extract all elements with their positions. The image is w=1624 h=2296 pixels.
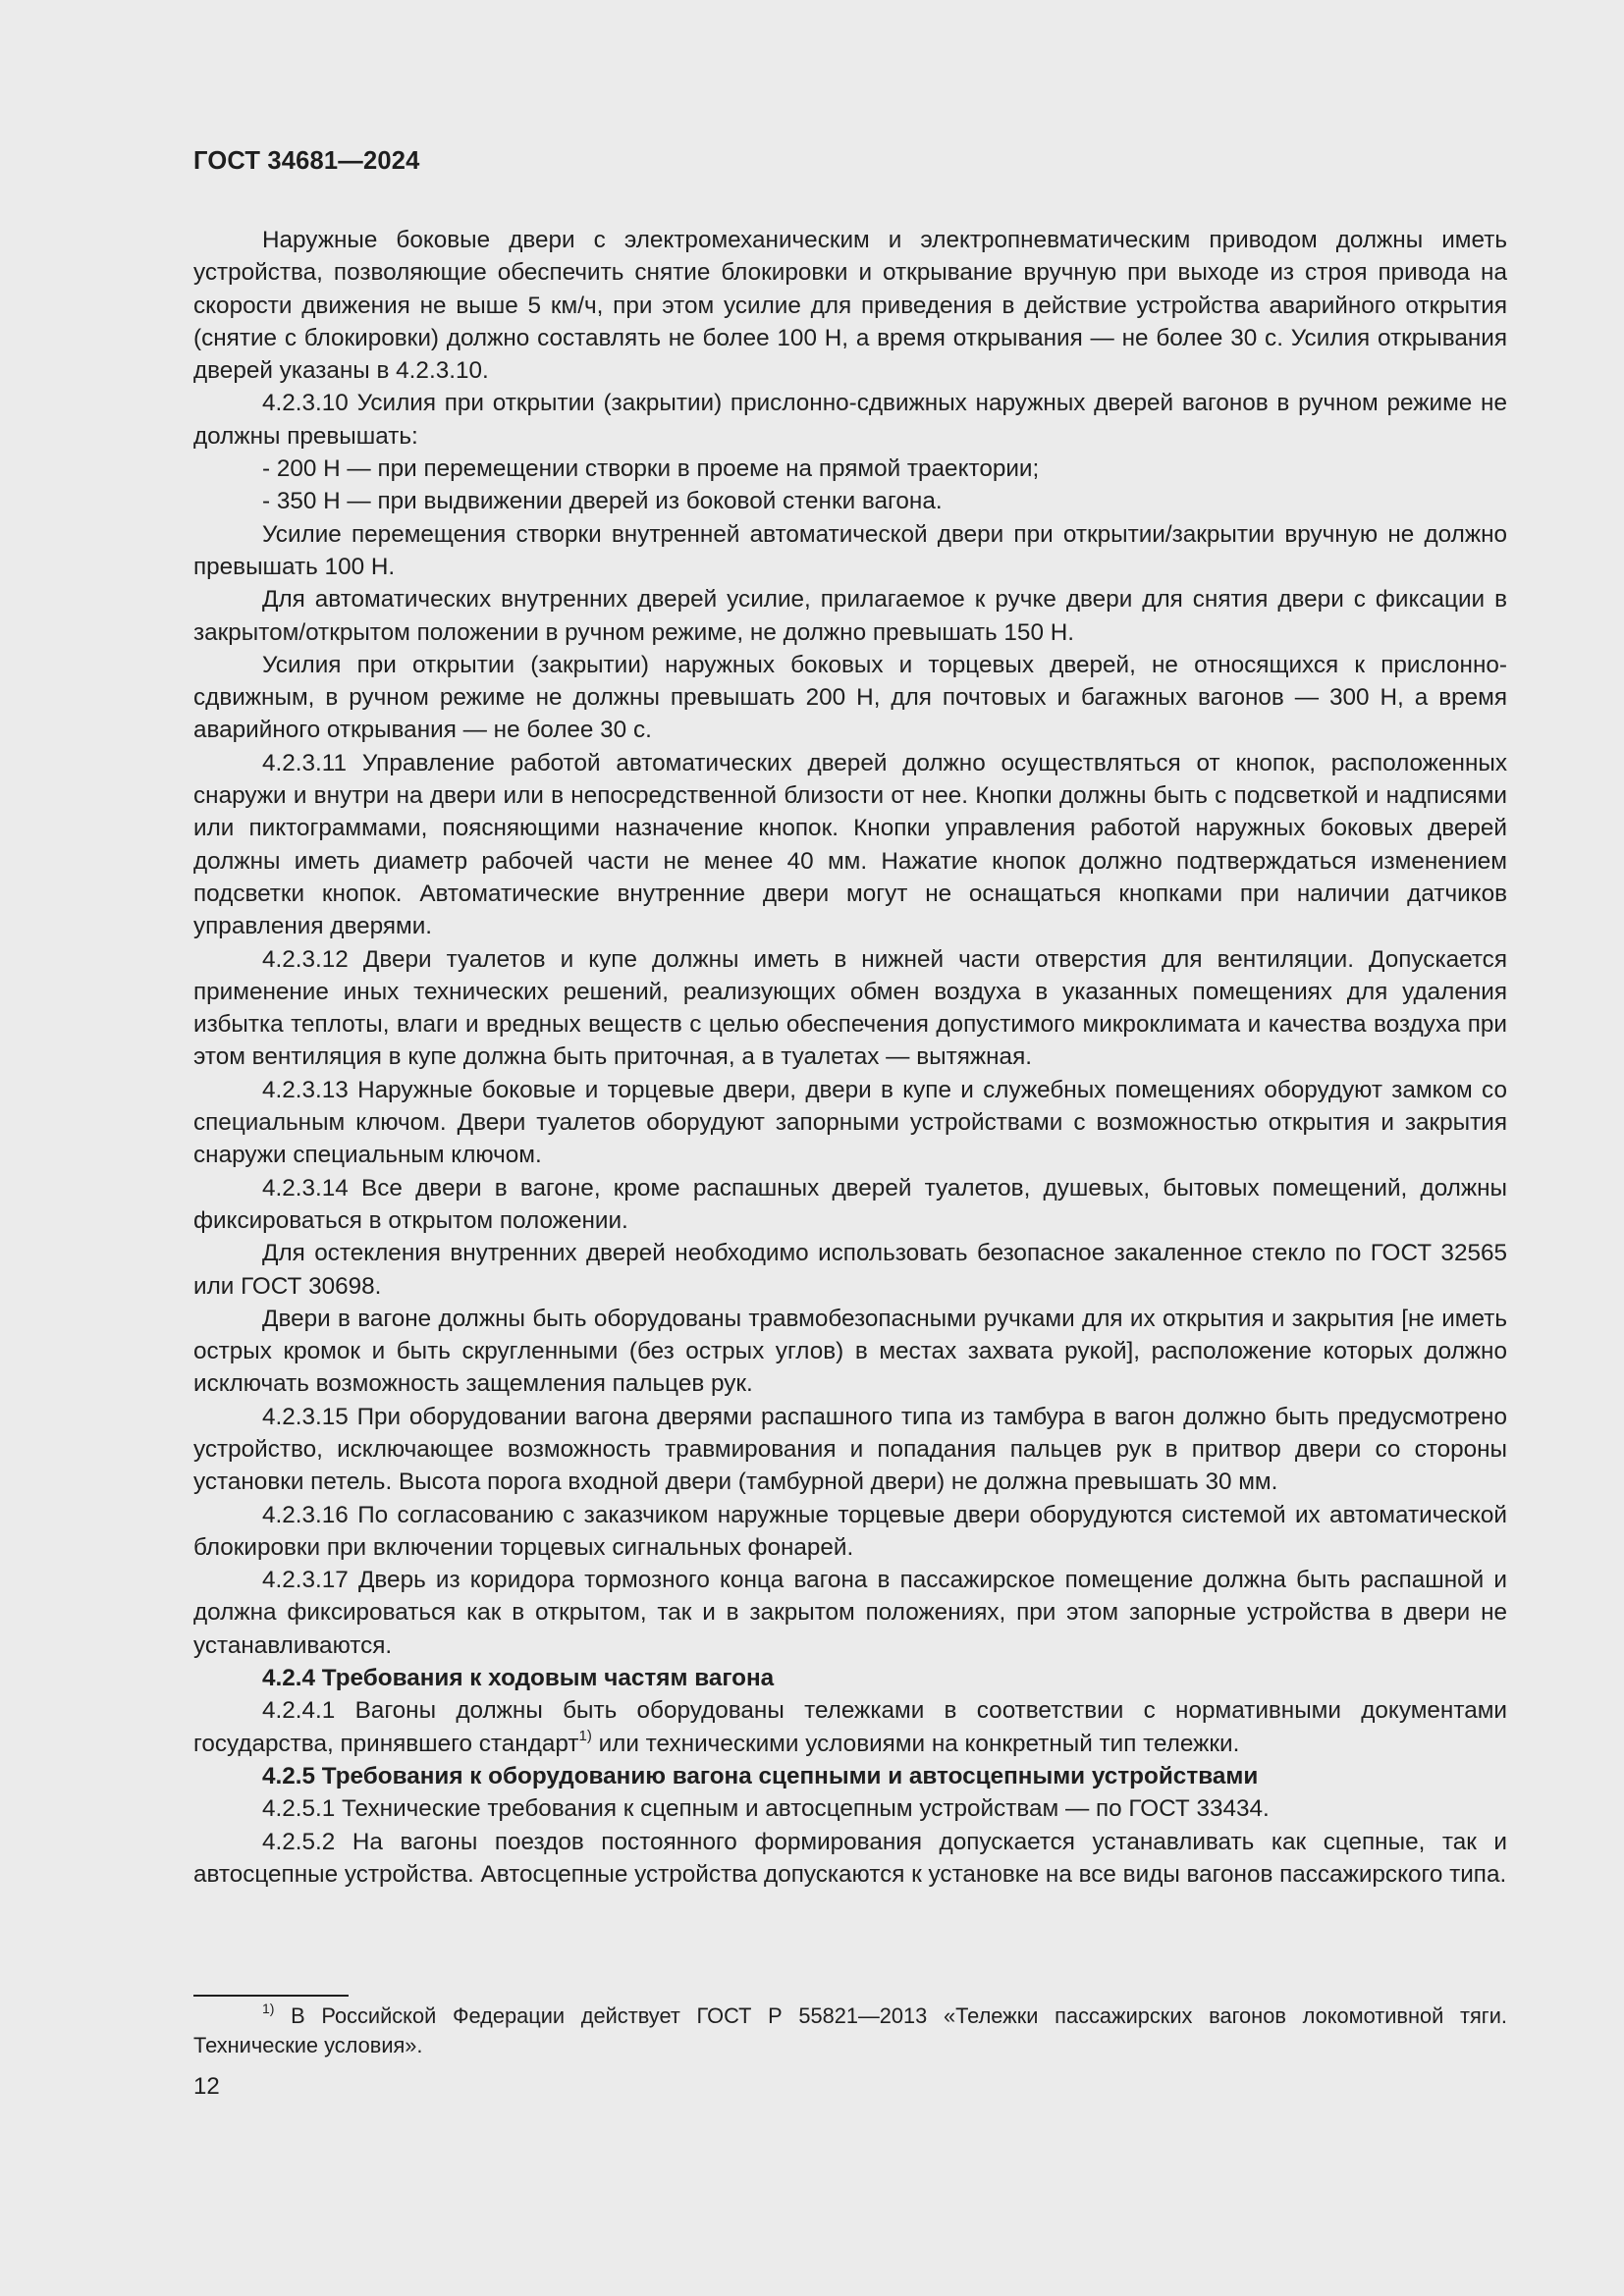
- paragraph-glazing: Для остекления внутренних дверей необходимо использовать безопасное закаленное стекло по ГОСТ 32565 или ГОСТ 30698.: [193, 1240, 1507, 1300]
- footnote-separator-line: [193, 1995, 349, 1997]
- paragraph-4-2-3-15: 4.2.3.15 При оборудовании вагона дверями распашного типа из тамбура в вагон должно быть предусмотрено устройство, исключающее возможность травмирования и попадания пальцев рук в притвор двери со стороны установки петель. Высота порога входной двери (тамбурной двери) не должна превышать 30 мм.: [193, 1403, 1507, 1496]
- paragraph-4-2-3-14: 4.2.3.14 Все двери в вагоне, кроме распашных дверей туалетов, душевых, бытовых помещений, должны фиксироваться в открытом положении.: [193, 1174, 1507, 1234]
- paragraph-4-2-3-10: 4.2.3.10 Усилия при открытии (закрытии) прислонно-сдвижных наружных дверей вагонов в ручном режиме не должны превышать:: [193, 390, 1507, 450]
- page-number: 12: [193, 2073, 220, 2100]
- document-header-standard-number: ГОСТ 34681—2024: [193, 147, 420, 175]
- paragraph-internal-door-force: Усилие перемещения створки внутренней автоматической двери при открытии/закрытии вручную не должно превышать 100 Н.: [193, 520, 1507, 580]
- paragraph-4-2-4-1: [193, 1694, 1507, 1760]
- paragraph-4-2-4-1-text-start: 4.2.4.1 Вагоны должны быть оборудованы тележками в соответствии с нормативными документами государства, принявшего стандарт: [193, 1697, 1507, 1757]
- paragraph-automatic-door-handle-force: Для автоматических внутренних дверей усилие, прилагаемое к ручке двери для снятия двери с фиксации в закрытом/открытом положении в ручном режиме, не должно превышать 150 Н.: [193, 586, 1507, 646]
- paragraph-4-2-5-2: 4.2.5.2 На вагоны поездов постоянного формирования допускается устанавливать как сцепные, так и автосцепные устройства. Автосцепные устройства допускаются к установке на все виды вагонов пассажирского типа.: [193, 1828, 1507, 1888]
- list-item-350n: - 350 Н — при выдвижении дверей из боковой стенки вагона.: [262, 488, 943, 515]
- footnote-mark: 1): [262, 2000, 275, 2016]
- footnote-text: В Российской Федерации действует ГОСТ Р 55821—2013 «Тележки пассажирских вагонов локомотивной тяги. Технические условия».: [193, 2003, 1507, 2057]
- list-item-200n: - 200 Н — при перемещении створки в проеме на прямой траектории;: [262, 455, 1040, 483]
- section-heading-4-2-4: 4.2.4 Требования к ходовым частям вагона: [262, 1665, 775, 1692]
- section-heading-4-2-5: 4.2.5 Требования к оборудованию вагона сцепными и автосцепными устройствами: [262, 1762, 1259, 1789]
- paragraph-4-2-3-16: 4.2.3.16 По согласованию с заказчиком наружные торцевые двери оборудуются системой их автоматической блокировки при включении торцевых сигнальных фонарей.: [193, 1501, 1507, 1561]
- paragraph-side-end-door-force: Усилия при открытии (закрытии) наружных боковых и торцевых дверей, не относящихся к прислонно-сдвижным, в ручном режиме не должны превышать 200 Н, для почтовых и багажных вагонов — 300 Н, а время аварийного открывания — не более 30 с.: [193, 651, 1507, 744]
- paragraph-door-emergency-opening: Наружные боковые двери с электромеханическим и электропневматическим приводом должны иметь устройства, позволяющие обеспечить снятие блокировки и открывание вручную при выходе из строя привода на скорости движения не выше 5 км/ч, при этом усилие для приведения в действие устройства аварийного открытия (снятие с блокировки) должно составлять не более 100 Н, а время открывания — не более 30 с. Усилия открывания дверей указаны в 4.2.3.10.: [193, 227, 1507, 385]
- paragraph-4-2-3-17: 4.2.3.17 Дверь из коридора тормозного конца вагона в пассажирское помещение должна быть распашной и должна фиксироваться как в открытом, так и в закрытом положениях, при этом запорные устройства в двери не устанавливаются.: [193, 1567, 1507, 1659]
- paragraph-4-2-5-1: 4.2.5.1 Технические требования к сцепным и автосцепным устройствам — по ГОСТ 33434.: [262, 1795, 1270, 1823]
- paragraph-4-2-3-13: 4.2.3.13 Наружные боковые и торцевые двери, двери в купе и служебных помещениях оборудуют замком со специальным ключом. Двери туалетов оборудуют запорными устройствами с возможностью открытия и закрытия снаружи специальным ключом.: [193, 1076, 1507, 1169]
- footnote: [193, 2002, 1507, 2059]
- paragraph-4-2-4-1-text-end: или техническими условиями на конкретный тип тележки.: [591, 1730, 1240, 1757]
- footnote-reference: 1): [578, 1727, 592, 1744]
- document-body: [193, 224, 1507, 1891]
- paragraph-4-2-3-11: 4.2.3.11 Управление работой автоматических дверей должно осуществляться от кнопок, расположенных снаружи и внутри на двери или в непосредственной близости от нее. Кнопки должны быть с подсветкой и надписями или пиктограммами, поясняющими назначение кнопок. Кнопки управления работой наружных боковых дверей должны иметь диаметр рабочей части не менее 40 мм. Нажатие кнопок должно подтверждаться изменением подсветки кнопок. Автоматические внутренние двери могут не оснащаться кнопками при наличии датчиков управления дверями.: [193, 749, 1507, 940]
- paragraph-4-2-3-12: 4.2.3.12 Двери туалетов и купе должны иметь в нижней части отверстия для вентиляции. Допускается применение иных технических решений, реализующих обмен воздуха в указанных помещениях для удаления избытка теплоты, влаги и вредных веществ с целью обеспечения допустимого микроклимата и качества воздуха при этом вентиляция в купе должна быть приточная, а в туалетах — вытяжная.: [193, 945, 1507, 1071]
- paragraph-door-handles: Двери в вагоне должны быть оборудованы травмобезопасными ручками для их открытия и закрытия [не иметь острых кромок и быть скругленными (без острых углов) в местах захвата рукой], расположение которых должно исключать возможность защемления пальцев рук.: [193, 1305, 1507, 1398]
